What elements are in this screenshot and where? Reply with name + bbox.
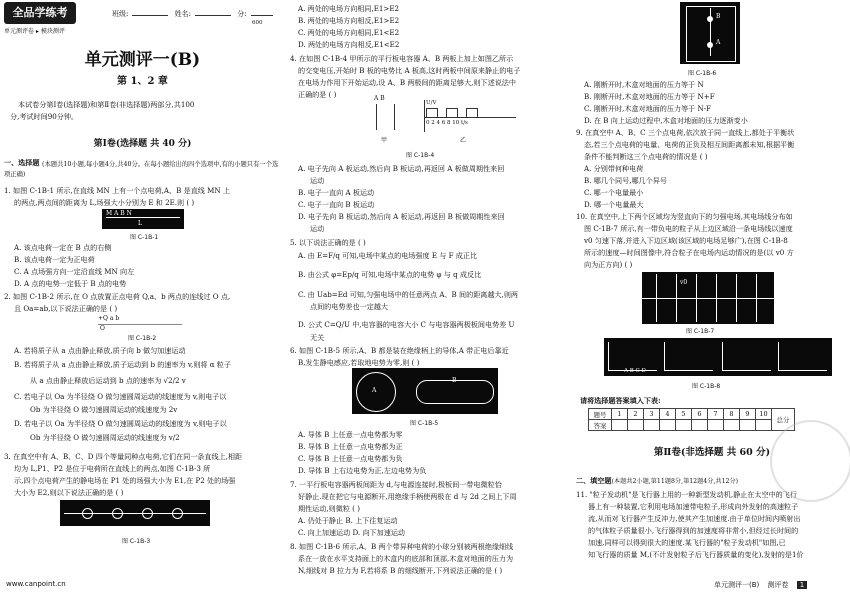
field-score-label: 分: xyxy=(237,10,247,18)
figure-1b7 xyxy=(642,272,774,324)
answer-table-title: 请将选择题答案填入下表: xyxy=(580,396,661,405)
figure-caption: 图 C-1B-3 xyxy=(122,538,151,545)
q-option: 从 a 点由静止释放后运动到 b 点的速率为 √2/2 v xyxy=(30,376,186,385)
figure-1b8 xyxy=(604,338,832,376)
q-line: 5. 以下说法正确的是 ( ) xyxy=(290,238,366,247)
q-line: 10. 在真空中,上下两个区域均为竖直向下的匀强电场,其电场线分布如 xyxy=(576,212,793,221)
q-option: C. 刚断开时,木盒对地面的压力等于 N-F xyxy=(584,104,712,113)
q-option: D. 若电子以 Oa 为半径绕 O 做匀速圆周运动的线速度为 v,则电子以 xyxy=(14,419,227,428)
answer-cell[interactable] xyxy=(756,420,772,431)
q-option: C. 由 Uab=Ed 可知,匀强电场中的任意两点 A、B 间的距离越大,则两 xyxy=(298,290,519,299)
q-option: A. 两处的电场方向相同,E1>E2 xyxy=(298,4,400,13)
question-number: 2 xyxy=(628,409,644,420)
q-option: C. 电子一直向 B 板运动 xyxy=(298,200,375,209)
q-line: 4. 在如图 C-1B-4 甲所示的平行板电容器 A、B 两板上加上如图乙所示 xyxy=(290,54,514,63)
q-option: B. 若将质子从 a 点由静止释放,质子运动到 b 的速率为 v,则将 α 粒子 xyxy=(14,360,231,369)
fig-label: L xyxy=(138,220,142,227)
q-line: 加速,同样可以得到很大的速度.某飞行器的"粒子发动机"如图,已 xyxy=(588,538,786,547)
q-option: B. 由公式 φ=Ep/q 可知,电场中某点的电势 φ 与 q 成反比 xyxy=(298,270,482,279)
question-number: 7 xyxy=(708,409,724,420)
brand-logo: 全品学练考 xyxy=(4,2,76,24)
figure-caption: 图 C-1B-5 xyxy=(410,420,439,427)
field-name-label: 姓名: xyxy=(174,10,191,18)
q-option: C. 若电子以 Oa 为半径绕 O 做匀速圆周运动的线速度为 v,则电子以 xyxy=(14,392,227,401)
q-line: 示,四个点电荷产生的静电场在 P1 处的场强大小为 E1,在 P2 处的场强 xyxy=(14,476,236,485)
answer-cell[interactable] xyxy=(692,420,708,431)
question-number: 3 xyxy=(644,409,660,420)
figure-caption: 图 C-1B-2 xyxy=(128,335,157,342)
q-line: 在电场力作用下开始运动,设 A、B 两极间的距离足够大,则下述说法中 xyxy=(298,78,516,87)
q-line: 3. 在真空中有 A、B、C、D 四个等量同种点电荷,它们在同一条直线上,相距 xyxy=(4,452,243,461)
q-option: 无关 xyxy=(310,333,325,342)
q-line: 9. 在真空中 A、B、C 三个点电荷,依次放于同一直线上,都处于平衡状 xyxy=(576,128,795,137)
footer-book: 测评卷 xyxy=(767,581,789,589)
right-column xyxy=(574,0,850,597)
q-option: C. 两处的电场方向相同,E1<E2 xyxy=(298,28,400,37)
answer-cell[interactable] xyxy=(724,420,740,431)
fill-heading xyxy=(576,476,738,487)
q-line: 的交变电压,开始时 B 板的电势比 A 板高,这时两板中间原来静止的电子 xyxy=(298,66,521,75)
figure-1b6 xyxy=(680,2,740,64)
q-option: B. 哪几个同号,哪几个异号 xyxy=(584,176,667,185)
question-number: 6 xyxy=(692,409,708,420)
figure-caption: 甲 xyxy=(381,137,388,144)
q-line: 好静止.现在把它与电源断开,用绝缘手柄使两极在 d 与 2d 之间上下周 xyxy=(298,492,517,501)
charge-icon xyxy=(142,508,153,519)
q-option: B. 该点电荷一定为正电荷 xyxy=(14,255,95,264)
q-line: 8. 如图 C-1B-6 所示,A、B 两个带异种电荷的小球分别被两根绝缘细线 xyxy=(290,542,514,551)
q-option: A. 刚断开时,木盒对地面的压力等于 N xyxy=(584,80,704,89)
q-option: C. 向上加速运动 D. 向下加速运动 xyxy=(298,528,406,537)
charge-icon xyxy=(82,508,93,519)
q-line: 图 C-1B-7 所示,有一带负电的粒子从上边区域沿一条电场线以速度 xyxy=(584,224,793,233)
fig-label: A xyxy=(716,39,721,46)
q-line: 且 Oa=ab,以下说法正确的是 ( ) xyxy=(14,304,118,313)
q-line: 条件不能判断这三个点电荷的情况是 ( ) xyxy=(584,152,708,161)
q-line: 流,从而对飞行器产生反冲力,使其产生加速度.由于单位时间内喷射出 xyxy=(588,514,801,523)
question-number: 1 xyxy=(612,409,628,420)
class-input[interactable] xyxy=(132,8,168,16)
name-input[interactable] xyxy=(195,8,231,16)
section-heading: 第Ⅱ卷(非选择题 共 60 分) xyxy=(653,447,771,458)
page-subtitle: 第 1、2 章 xyxy=(117,76,168,87)
q-line: v0 匀速下落,并进入下边区域(该区域的电场足够广),在图 C-1B-8 xyxy=(584,236,788,245)
figure-caption: 图 C-1B-7 xyxy=(686,328,715,335)
q-option: B. 刚断开时,木盒对地面的压力等于 N+F xyxy=(584,92,715,101)
total-label: 总分 xyxy=(772,409,795,431)
q-option: A. 仍处于静止 B. 上下往复运动 xyxy=(298,516,398,525)
left-column xyxy=(0,0,285,597)
row-label: 题号 xyxy=(589,409,612,420)
fill-header: 二、填空题 xyxy=(576,476,612,485)
figure-caption: 图 C-1B-1 xyxy=(130,234,159,241)
q-line: 系在一放在水平支持面上的木盒内的底部和顶部,木盒对地面的压力为 xyxy=(298,554,514,563)
figure-caption: 图 C-1B-4 xyxy=(406,152,435,159)
intro-line: 本试卷分第Ⅰ卷(选择题)和第Ⅱ卷(非选择题)两部分,共100 xyxy=(18,100,195,109)
question-number: 8 xyxy=(724,409,740,420)
middle-column xyxy=(288,0,568,597)
answer-cell[interactable] xyxy=(676,420,692,431)
fig-label: A B C D xyxy=(624,368,646,374)
answer-cell[interactable] xyxy=(660,420,676,431)
answer-cell[interactable] xyxy=(644,420,660,431)
footer-unit: 单元测评一(B) xyxy=(714,581,760,589)
field-class-label: 班级: xyxy=(112,10,129,18)
figure-1b4-jia xyxy=(368,95,404,134)
fig-label: A xyxy=(372,387,377,394)
brand-subtitle: 单元测评卷 ▸ 模块测评 xyxy=(4,28,65,35)
q-line: 11. "粒子发动机"是飞行器上用的一种新型发动机,静止在太空中的飞行 xyxy=(576,490,797,499)
figure-1b3 xyxy=(60,500,210,526)
intro-line: 分,考试时间90分钟。 xyxy=(10,112,79,121)
choice-header: 一、选择题 xyxy=(4,158,40,167)
fig-label: B xyxy=(716,13,721,20)
score-total: 600 xyxy=(252,20,263,26)
q-option: D. 在 B 向上运动过程中,木盒对地面的压力逐渐变小 xyxy=(584,116,748,125)
figure-1b4-yi xyxy=(418,100,516,134)
fig-label: O xyxy=(100,325,105,332)
q-option: 运动 xyxy=(310,224,325,233)
fig-label: M A B N xyxy=(106,210,132,217)
q-option: D. A 点的电势一定低于 B 点的电势 xyxy=(14,279,127,288)
fig-label: v0 xyxy=(680,279,688,286)
q-option: Ob 为半径绕 O 做匀速圆周运动的线速度为 v/2 xyxy=(30,433,180,442)
q-line: 期性运动,则微粒 ( ) xyxy=(298,504,360,513)
figure-1b1 xyxy=(102,209,184,229)
q-line: 大小为 E2,则以下说法正确的是 ( ) xyxy=(14,488,124,497)
q-option: B. 两处的电场方向相反,E1>E2 xyxy=(298,16,400,25)
question-number: 4 xyxy=(660,409,676,420)
q-option: B. 导体 B 上任意一点电势都为正 xyxy=(298,442,403,451)
q-line: 的气体粒子质量很小,飞行器得到的加速度将非常小,但经过长时间的 xyxy=(588,526,799,535)
figure-caption: 图 C-1B-8 xyxy=(692,383,721,390)
q-line: B,发生静电感应,若取地电势为零,则 ( ) xyxy=(298,358,420,367)
watermark-stamp xyxy=(770,420,850,502)
answer-cell[interactable] xyxy=(628,420,644,431)
q-option: A. 导体 B 上任意一点电势都为零 xyxy=(298,430,403,439)
score-input[interactable] xyxy=(251,8,273,16)
q-option: C. 哪一个电量最小 xyxy=(584,188,644,197)
q-line: 1. 如图 C-1B-1 所示,在直线 MN 上有一个点电荷,A、B 是直线 MN 上 xyxy=(4,186,230,195)
q-line: 7. 一平行板电容器两板间距为 d,与电源连接时,极板间一带电微粒恰 xyxy=(290,480,502,489)
charge-icon xyxy=(112,508,123,519)
q-option: A. 若将质子从 a 点由静止释放,质子向 b 做匀加速运动 xyxy=(14,346,186,355)
q-option: D. 哪一个电量最大 xyxy=(584,200,644,209)
q-line: 所示的速度—时间图像中,符合粒子在电场内运动情况的是(以 v0 方 xyxy=(584,248,794,257)
q-option: A. 由 E=F/q 可知,电场中某点的电场强度 E 与 F 成正比 xyxy=(298,251,478,260)
answer-cell[interactable] xyxy=(708,420,724,431)
figure-caption: 图 C-1B-6 xyxy=(688,70,717,77)
q-line: 器上有一种装置,它利用电场加速带电粒子,形成向外发射的高速粒子 xyxy=(588,502,799,511)
q-option: B. 电子一直向 A 板运动 xyxy=(298,188,375,197)
q-option: D. 公式 C=Q/U 中,电容器的电容大小 C 与电容器两极板间电势差 U xyxy=(298,320,515,329)
footer-page-label xyxy=(714,580,807,590)
q-option: C. A 点场强方向一定沿直线 MN 向左 xyxy=(14,267,135,276)
q-option: A. 电子先向 A 板运动,然后向 B 板运动,再返回 A 板做周期性来回 xyxy=(298,164,505,173)
table-row xyxy=(589,420,795,431)
q-line: 态,若三个点电荷的电量、电荷的正负及相互间距离都未知,根据平衡 xyxy=(584,140,795,149)
answer-table xyxy=(588,408,795,431)
fig-label: 0 2 4 6 8 10 t/s xyxy=(426,120,468,126)
q-line: 6. 如图 C-1B-5 所示,A、B 都是装在绝缘柄上的导体,A 带正电后靠近 xyxy=(290,346,509,355)
q-line: 向为正方向) ( ) xyxy=(584,260,633,269)
q-option: D. 导体 B 上右边电势为正,左边电势为负 xyxy=(298,466,427,475)
fig-label: U/V xyxy=(426,100,437,106)
charge-icon xyxy=(172,508,183,519)
figure-caption: 乙 xyxy=(460,137,467,144)
question-number: 9 xyxy=(740,409,756,420)
fig-label: A B xyxy=(374,95,385,102)
q-line: 的两点,两点间的距离为 L,场强大小分别为 E 和 2E.则 ( ) xyxy=(14,198,195,207)
q-line: 2. 如图 C-1B-2 所示,在 O 点放置正点电荷 Q,a、b 两点的连线过 O 点, xyxy=(4,292,231,301)
page-title: 单元测评一(B) xyxy=(84,50,201,70)
page-number: 1 xyxy=(797,581,807,589)
q-line: N,细线对 B 拉力为 F,若将系 B 的细线断开,下列说法正确的是 ( ) xyxy=(298,566,503,575)
q-option: A. 该点电荷一定在 B 点的右侧 xyxy=(14,243,112,252)
q-line: 正确的是 ( ) xyxy=(298,90,337,99)
answer-cell[interactable] xyxy=(612,420,628,431)
table-row xyxy=(589,409,795,420)
q-line: 均为 L,P1、P2 是位于电荷所在直线上的两点,如图 C-1B-3 所 xyxy=(14,464,211,473)
fill-note: (本题共2小题,第11题8分,第12题4分,共12分) xyxy=(611,478,739,485)
footer-site[interactable]: www.canpoint.cn xyxy=(6,580,66,588)
section-heading: 第Ⅰ卷(选择题 共 40 分) xyxy=(93,139,192,149)
q-option: D. 电子先向 B 板运动,然后向 A 板运动,再返回 B 板做周期性来回 xyxy=(298,212,505,221)
row-label: 答案 xyxy=(589,420,612,431)
answer-cell[interactable] xyxy=(740,420,756,431)
q-option: D. 两处的电场方向相反,E1<E2 xyxy=(298,40,400,49)
q-option: A. 分别带何种电荷 xyxy=(584,164,644,173)
q-option: 点间的电势差也一定越大 xyxy=(310,302,389,311)
q-option: Ob 为半径绕 O 做匀速圆周运动的线速度为 2v xyxy=(30,405,178,414)
fig-label: B xyxy=(452,377,457,384)
q-line: 知飞行器的质量 M,(不计发射粒子后飞行器质量的变化),发射的是1价 xyxy=(588,550,804,559)
figure-1b2 xyxy=(98,314,182,332)
fig-label: +Q a b xyxy=(98,315,120,322)
q-option: C. 导体 B 上任意一点电势都为负 xyxy=(298,454,403,463)
question-number: 10 xyxy=(756,409,772,420)
q-option: 运动 xyxy=(310,176,325,185)
question-number: 5 xyxy=(676,409,692,420)
choice-note: (本题共10小题,每小题4分,共40分。在每小题给出的四个选项中,有的小题只有一个选项正确) xyxy=(4,161,279,178)
figure-1b5 xyxy=(352,368,498,414)
